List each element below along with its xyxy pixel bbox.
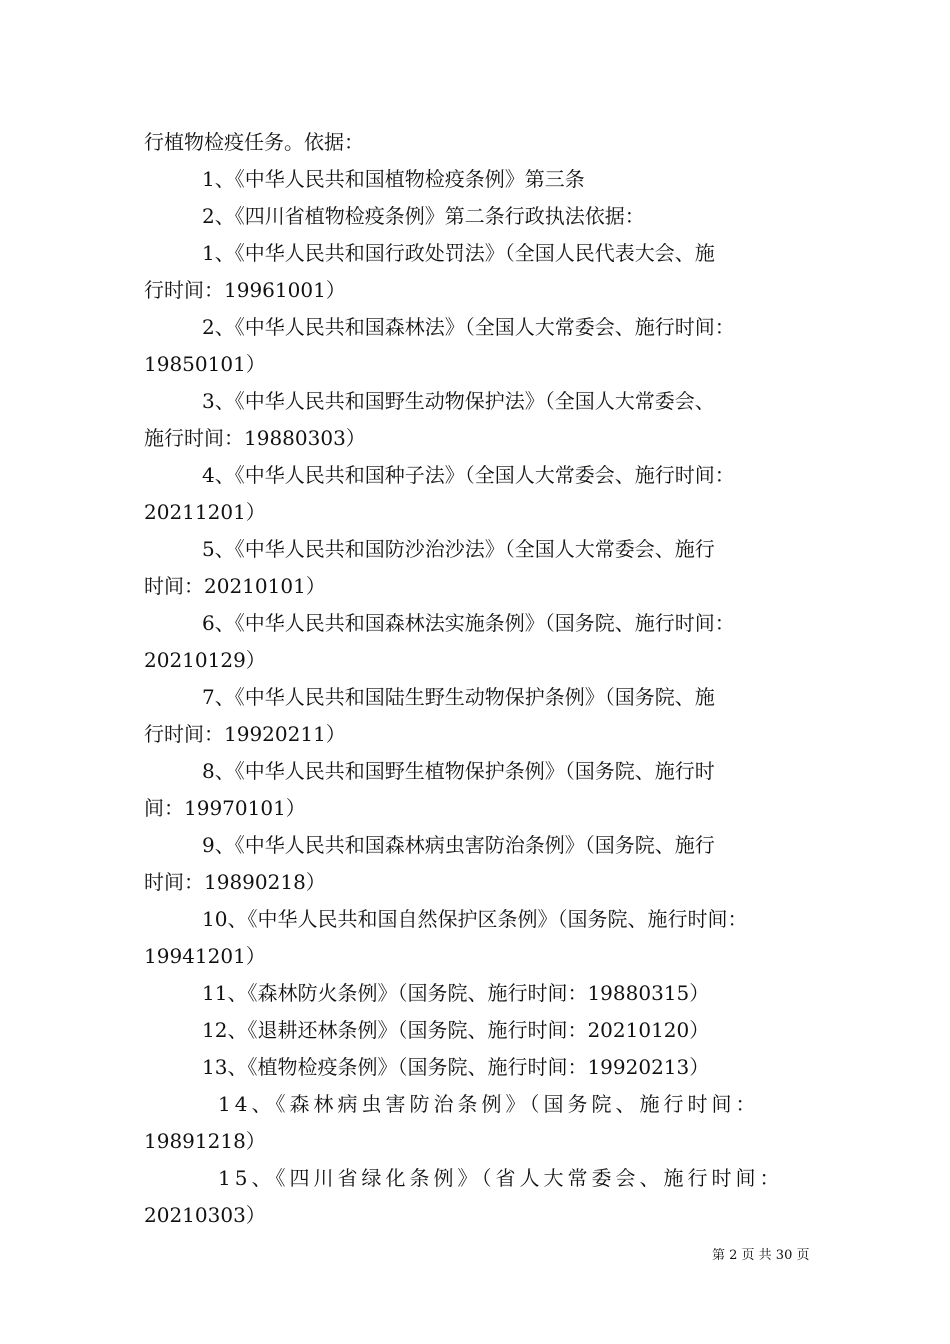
text-line: 13、《植物检疫条例》（国务院、施行时间：19920213） [202, 1055, 710, 1079]
text-line: 10、《中华人民共和国自然保护区条例》（国务院、施行时间： [202, 907, 748, 931]
text-line: 12、《退耕还林条例》（国务院、施行时间：20210120） [202, 1018, 710, 1042]
text-line: 20210129） [144, 648, 266, 672]
text-line: 行植物检疫任务。依据： [144, 130, 364, 154]
text-line: 4、《中华人民共和国种子法》（全国人大常委会、施行时间： [202, 463, 735, 487]
text-line: 2、《中华人民共和国森林法》（全国人大常委会、施行时间： [202, 315, 735, 339]
text-line: 间：19970101） [144, 796, 306, 820]
text-line: 11、《森林防火条例》（国务院、施行时间：19880315） [202, 981, 710, 1005]
text-line: 20210303） [144, 1203, 266, 1227]
text-line: 1、《中华人民共和国行政处罚法》（全国人民代表大会、施 [202, 241, 715, 265]
text-line: 20211201） [144, 500, 266, 524]
document-body [144, 124, 814, 1234]
text-line: 时间：19890218） [144, 870, 326, 894]
page-number-footer: 第 2 页 共 30 页 [712, 1248, 810, 1263]
text-line: 8、《中华人民共和国野生植物保护条例》（国务院、施行时 [202, 759, 715, 783]
text-line: 14、《森林病虫害防治条例》（国务院、施行时间： [218, 1092, 760, 1116]
text-line: 3、《中华人民共和国野生动物保护法》（全国人大常委会、 [202, 389, 715, 413]
text-line: 行时间：19920211） [144, 722, 346, 746]
text-line: 19850101） [144, 352, 266, 376]
text-line: 6、《中华人民共和国森林法实施条例》（国务院、施行时间： [202, 611, 735, 635]
text-line: 15、《四川省绿化条例》（省人大常委会、施行时间： [218, 1166, 784, 1190]
text-line: 5、《中华人民共和国防沙治沙法》（全国人大常委会、施行 [202, 537, 715, 561]
text-line: 7、《中华人民共和国陆生野生动物保护条例》（国务院、施 [202, 685, 715, 709]
text-line: 施行时间：19880303） [144, 426, 366, 450]
text-line: 19941201） [144, 944, 266, 968]
text-line: 行时间：19961001） [144, 278, 346, 302]
text-line: 1、《中华人民共和国植物检疫条例》第三条 [202, 167, 585, 191]
text-line: 9、《中华人民共和国森林病虫害防治条例》（国务院、施行 [202, 833, 715, 857]
text-line: 19891218） [144, 1129, 266, 1153]
text-line: 2、《四川省植物检疫条例》第二条行政执法依据： [202, 204, 645, 228]
text-line: 时间：20210101） [144, 574, 326, 598]
